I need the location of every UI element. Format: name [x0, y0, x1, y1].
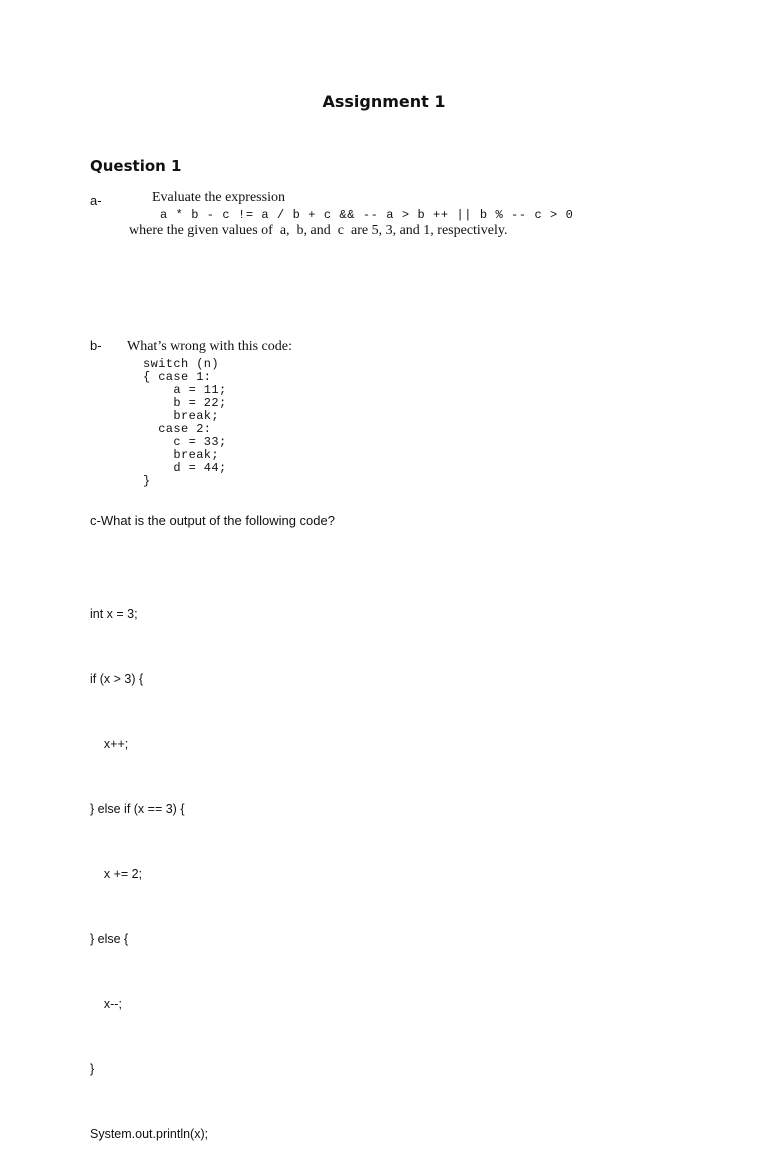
part-c-prompt: c-What is the output of the following code?	[90, 513, 335, 528]
code-line: x++;	[90, 737, 129, 751]
code-line: }	[90, 1062, 95, 1076]
code-line: x--;	[90, 997, 122, 1011]
part-a-prompt: Evaluate the expression	[152, 190, 285, 205]
code-line: } else if (x == 3) {	[90, 802, 185, 816]
code-line: System.out.println(x);	[90, 1127, 209, 1141]
code-line: } else {	[90, 932, 129, 946]
code-line: x += 2;	[90, 867, 143, 881]
part-a-given-values: where the given values of a, b, and c are 5, 3, and 1, respectively.	[129, 223, 508, 238]
code-line: if (x > 3) {	[90, 672, 144, 686]
part-a-label: a-	[90, 193, 102, 208]
document-title: Assignment 1	[322, 92, 446, 111]
part-a-expression: a * b - c != a / b + c && -- a > b ++ || b % -- c > 0	[160, 208, 574, 222]
part-b-code-block: switch (n) { case 1: a = 11; b = 22; break; case 2: c = 33; break; d = 44; }	[143, 357, 227, 488]
code-line: int x = 3;	[90, 607, 138, 621]
part-b-label: b-	[90, 338, 102, 353]
part-c-code	[90, 571, 208, 1174]
part-b-prompt: What’s wrong with this code:	[127, 339, 292, 354]
question-heading: Question 1	[90, 157, 182, 175]
